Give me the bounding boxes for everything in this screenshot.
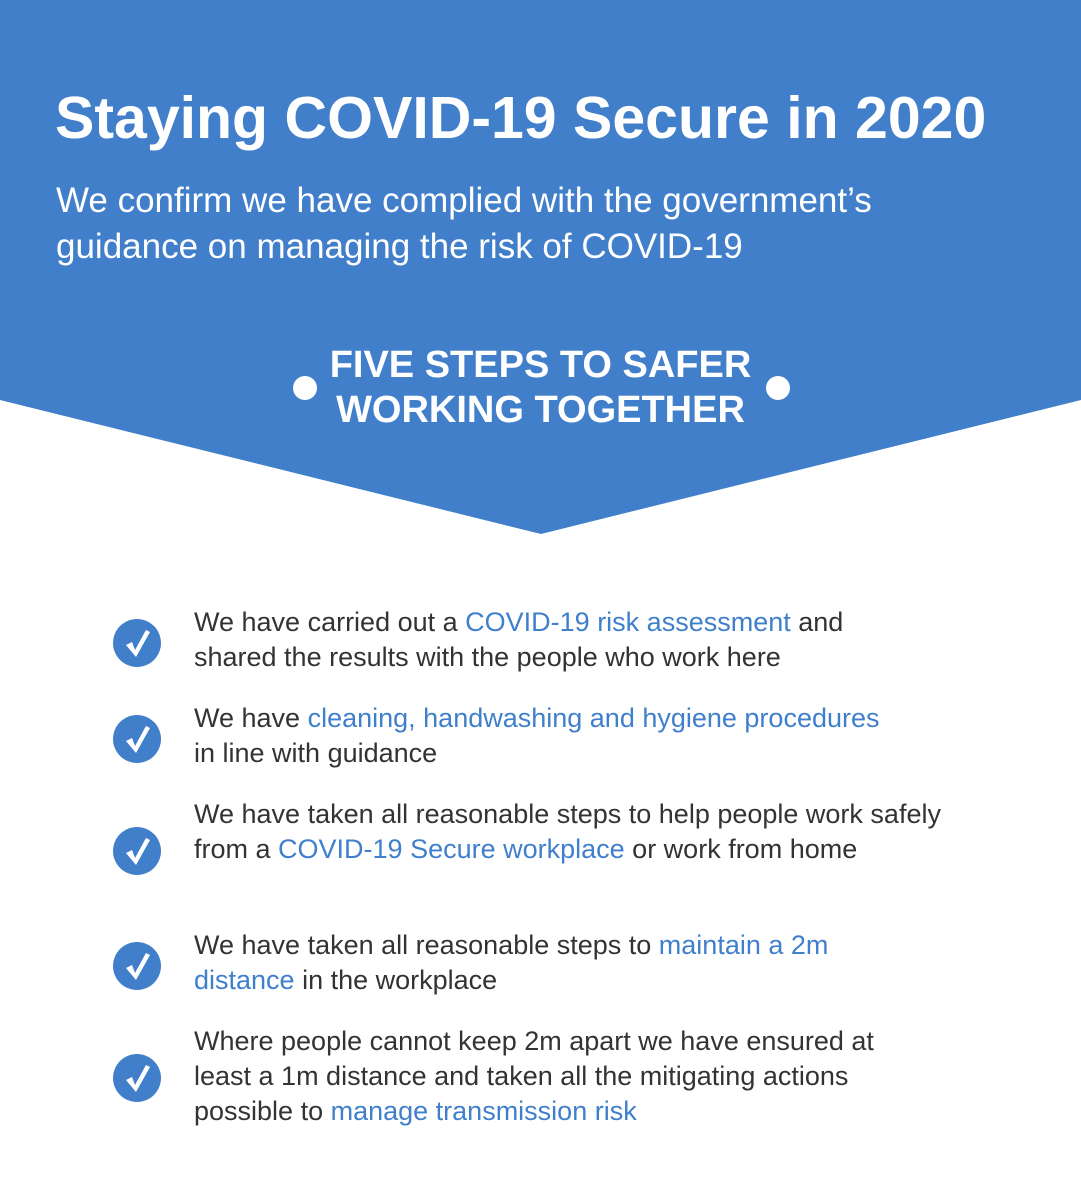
- header-banner: [0, 0, 1081, 540]
- check-circle-icon: [113, 619, 161, 667]
- step-text-plain: We have: [194, 703, 308, 733]
- step-text: [194, 701, 954, 771]
- check-circle-icon: [113, 715, 161, 763]
- step-text: [194, 605, 954, 675]
- hygiene-procedures-link[interactable]: cleaning, handwashing and hygiene procedures: [307, 703, 880, 733]
- step-text-plain: shared the results with the people who work here: [194, 642, 781, 672]
- page-title: Staying COVID-19 Secure in 2020: [55, 85, 987, 151]
- check-circle-icon: [113, 1054, 161, 1102]
- maintain-distance-link[interactable]: maintain a 2m distance: [194, 930, 829, 995]
- steps-heading-line1: FIVE STEPS TO SAFER: [329, 344, 752, 386]
- step-text-plain: and: [790, 607, 844, 637]
- step-text-plain: or work from home: [624, 834, 858, 864]
- step-text-plain: We have carried out a: [194, 607, 466, 637]
- check-circle-icon: [113, 827, 161, 875]
- risk-assessment-link[interactable]: COVID-19 risk assessment: [465, 607, 791, 637]
- page-subtitle: We confirm we have complied with the government’s guidance on managing the risk of COVID-19: [56, 181, 872, 266]
- transmission-risk-link[interactable]: manage transmission risk: [330, 1096, 637, 1126]
- step-text: [194, 797, 954, 867]
- chevron-banner-shape: [0, 0, 1081, 540]
- step-text-plain: We have taken all reasonable steps to help people work safely from a: [194, 799, 941, 864]
- secure-workplace-link[interactable]: COVID-19 Secure workplace: [278, 834, 625, 864]
- step-text-plain: in the workplace: [294, 965, 498, 995]
- step-text-plain: in line with guidance: [194, 738, 438, 768]
- steps-heading: [0, 343, 1081, 433]
- steps-heading-line2: WORKING TOGETHER: [336, 389, 745, 431]
- step-text-plain: Where people cannot keep 2m apart we have ensured at least a 1m distance and taken all the mitigating actions possible to: [194, 1026, 874, 1126]
- step-text-plain: We have taken all reasonable steps to: [194, 930, 659, 960]
- check-circle-icon: [113, 942, 161, 990]
- step-text: [194, 1024, 934, 1129]
- step-text: [194, 928, 894, 998]
